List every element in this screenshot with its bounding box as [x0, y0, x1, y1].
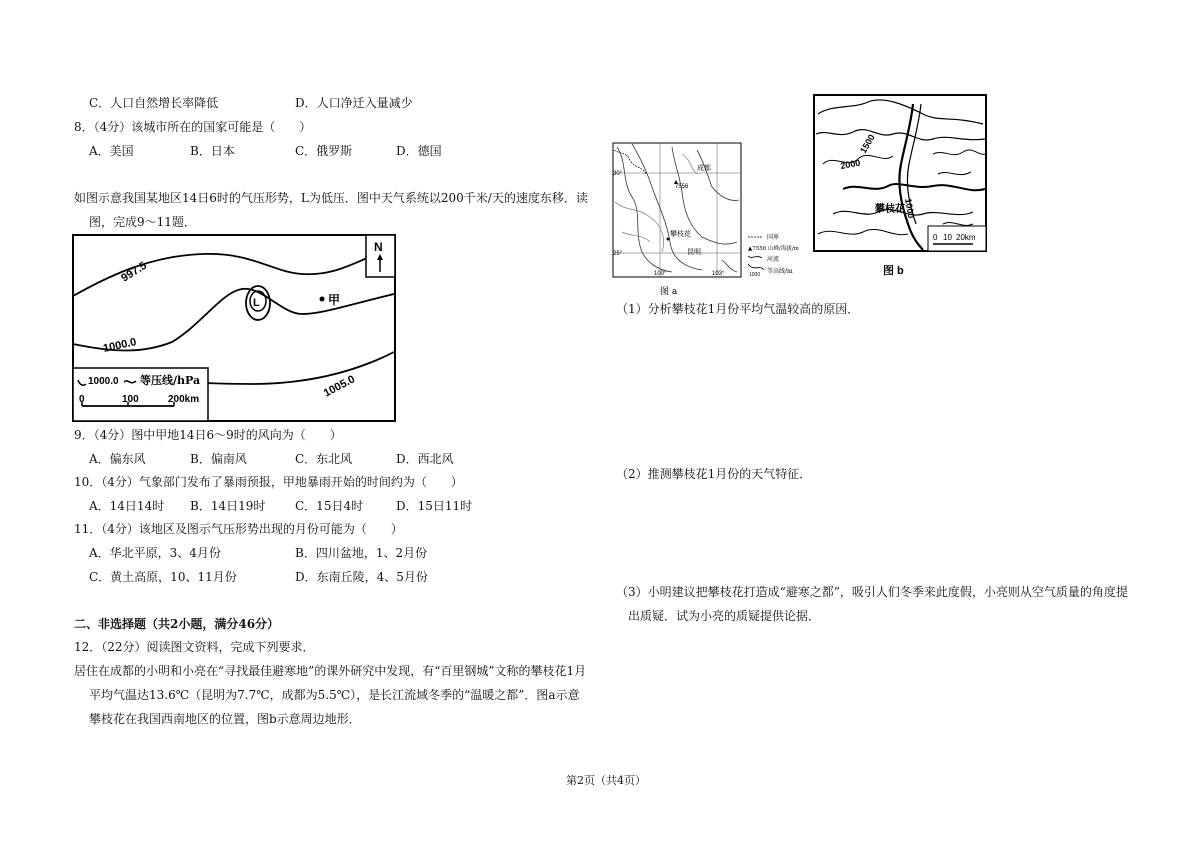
figure-b-city: 攀枝花: [875, 204, 905, 215]
q10-option-d: D．15日11时: [396, 499, 473, 513]
right-q2: （2）推测攀枝花1月份的天气特征．: [616, 467, 812, 481]
section-2-heading: 二、非选择题（共2小题，满分46分）: [74, 617, 280, 631]
svg-text:7556: 7556: [675, 184, 689, 190]
figure-a-caption: 图 a: [660, 287, 678, 297]
svg-text:2000: 2000: [839, 157, 862, 171]
q11-option-a: A．华北平原，3、4月份: [89, 546, 221, 560]
north-label: N: [374, 240, 383, 254]
intro-line-1: 如图示意我国某地区14日6时的气压形势，L为低压．图中天气系统以200千米/天的速度东移．读: [74, 191, 588, 205]
svg-text:25°: 25°: [613, 251, 623, 257]
svg-text:攀枝花: 攀枝花: [670, 230, 691, 238]
place-label: 甲: [328, 293, 341, 307]
q8-option-d: D．德国: [396, 144, 442, 158]
figure-a-map: [612, 142, 812, 300]
intro-line-2: 图，完成9～11题．: [89, 215, 196, 229]
q8-option-a: A．美国: [89, 144, 134, 158]
isobar-label-1005: 1005.0: [321, 373, 358, 400]
svg-text:1500: 1500: [858, 132, 877, 155]
q9-option-a: A．偏东风: [89, 452, 146, 466]
svg-text:昆明: 昆明: [687, 248, 701, 256]
pressure-map: [72, 234, 396, 422]
svg-text:成都: 成都: [697, 164, 711, 172]
svg-text:▲7556 山峰/海拔/m: ▲7556 山峰/海拔/m: [748, 246, 799, 252]
q8-stem: 8．（4分）该城市所在的国家可能是（ ）: [74, 120, 312, 134]
isobar-label-997: 997.5: [119, 259, 149, 285]
svg-text:等高线/m: 等高线/m: [767, 268, 793, 275]
low-label: L: [253, 297, 260, 309]
svg-text:0: 0: [79, 394, 85, 405]
svg-text:国界: 国界: [767, 234, 780, 241]
q12-line-3: 攀枝花在我国西南地区的位置，图b示意周边地形．: [89, 712, 361, 726]
q8-option-c: C．俄罗斯: [295, 144, 353, 158]
svg-text:10: 10: [943, 233, 952, 242]
svg-text:200km: 200km: [168, 394, 200, 405]
q11-option-d: D．东南丘陵，4、5月份: [295, 570, 428, 584]
q10-stem: 10．（4分）气象部门发布了暴雨预报，甲地暴雨开始的时间约为（ ）: [74, 475, 463, 489]
q10-option-c: C．15日4时: [295, 499, 364, 513]
q8-option-b: B．日本: [190, 144, 235, 158]
figure-b-map: [813, 94, 988, 282]
svg-text:103°: 103°: [712, 271, 725, 277]
svg-text:20km: 20km: [956, 233, 976, 242]
svg-text:100: 100: [122, 394, 139, 405]
svg-text:100°: 100°: [654, 271, 667, 277]
q9-option-d: D．西北风: [396, 452, 454, 466]
right-q3-line-1: （3）小明建议把攀枝花打造成“避寒之都”，吸引人们冬季来此度假，小亮则从空气质量的角度提: [616, 585, 1128, 599]
figure-b-caption: 图 b: [883, 265, 904, 277]
svg-text:0: 0: [933, 233, 938, 242]
q11-option-b: B．四川盆地，1、2月份: [295, 546, 428, 560]
svg-text:1000: 1000: [749, 272, 761, 278]
svg-text:1000: 1000: [903, 197, 917, 220]
q7-option-d: D．人口净迁入量减少: [295, 96, 413, 110]
right-q3-line-2: 出质疑．试为小亮的质疑提供论据．: [628, 609, 821, 623]
q10-option-b: B．14日19时: [190, 499, 266, 513]
right-q1: （1）分析攀枝花1月份平均气温较高的原因．: [616, 302, 860, 316]
legend-text: 等压线/hPa: [140, 374, 201, 387]
q12-stem: 12．（22分）阅读图文资料，完成下列要求．: [74, 640, 315, 654]
place-dot: [320, 297, 325, 302]
isobar-997-5: [73, 254, 372, 296]
legend-sample: 1000.0: [88, 376, 119, 387]
q10-option-a: A．14日14时: [89, 499, 165, 513]
q12-line-1: 居住在成都的小明和小亮在“寻找最佳避寒地”的课外研究中发现，有“百里钢城”文称的攀枝花1月: [74, 664, 587, 678]
svg-text:河流: 河流: [767, 256, 780, 263]
isobar-label-1000: 1000.0: [102, 336, 138, 355]
q12-line-2: 平均气温达13.6℃（昆明为7.7℃，成都为5.5℃），是长江流域冬季的“温暖之都”．图a示意: [89, 688, 580, 702]
q7-option-c: C．人口自然增长率降低: [89, 96, 219, 110]
q11-stem: 11．（4分）该地区及图示气压形势出现的月份可能为（ ）: [74, 522, 403, 536]
svg-text:30°: 30°: [613, 171, 623, 177]
q9-option-b: B．偏南风: [190, 452, 247, 466]
q11-option-c: C．黄土高原，10、11月份: [89, 570, 237, 584]
page-footer: 第2页（共4页）: [566, 774, 646, 787]
q9-stem: 9．（4分）图中甲地14日6～9时的风向为（ ）: [74, 428, 342, 442]
q9-option-c: C．东北风: [295, 452, 353, 466]
